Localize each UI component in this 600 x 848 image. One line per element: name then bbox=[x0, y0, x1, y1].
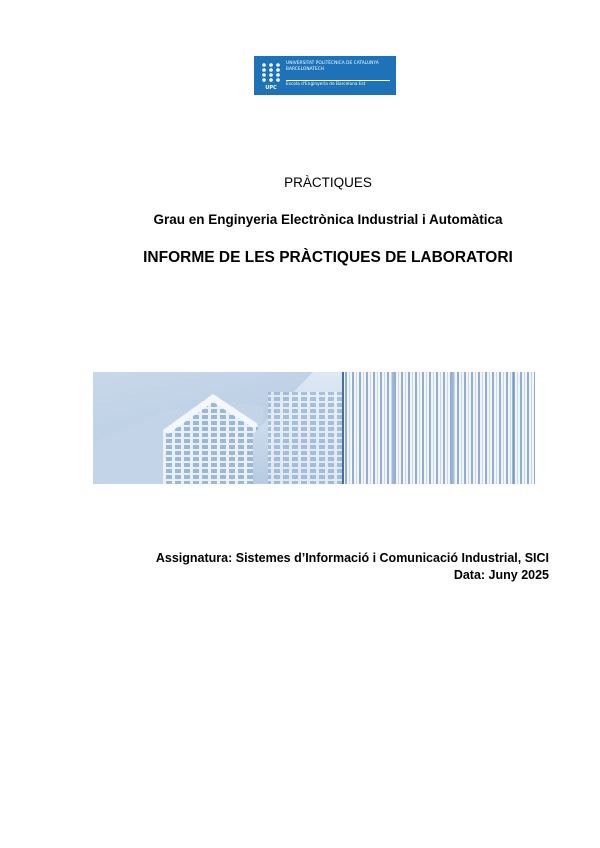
document-kind: PRÀCTIQUES bbox=[284, 175, 372, 190]
upc-mark-text: UPC bbox=[265, 85, 277, 90]
upc-emblem-icon bbox=[260, 62, 282, 90]
university-logo bbox=[254, 56, 396, 95]
logo-line-1: UNIVERSITAT POLITÈCNICA DE CATALUNYA bbox=[286, 61, 379, 66]
logo-wordmark bbox=[286, 61, 392, 73]
report-title: INFORME DE LES PRÀCTIQUES DE LABORATORI bbox=[143, 249, 513, 266]
subject-line: Assignatura: Sistemes d’Informació i Comunicació Industrial, SICI bbox=[155, 551, 549, 565]
logo-divider bbox=[286, 80, 390, 81]
logo-school-name: Escola d'Enginyeria de Barcelona Est bbox=[286, 82, 366, 87]
report-metadata bbox=[156, 550, 549, 584]
logo-line-2: BARCELONATECH bbox=[286, 67, 325, 72]
cover-building-photo bbox=[93, 372, 535, 484]
date-line: Data: Juny 2025 bbox=[453, 568, 549, 582]
building-illustration bbox=[93, 372, 535, 484]
degree-name: Grau en Enginyeria Electrònica Industrial i Automàtica bbox=[153, 212, 503, 227]
